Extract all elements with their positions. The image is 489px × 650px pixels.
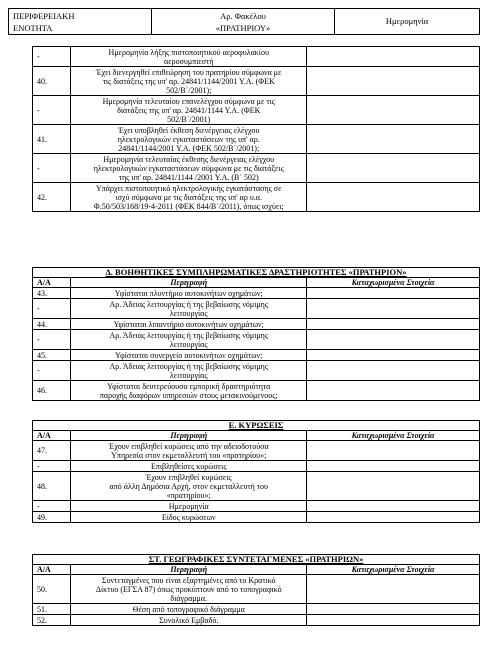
section-e-title: Ε. ΚΥΡΩΣΕΙΣ: [33, 421, 480, 431]
row-description: [71, 154, 307, 183]
entry-field[interactable]: [307, 330, 480, 350]
row-number: 42.: [33, 183, 71, 212]
file-no-line-1: Αρ. Φακέλου: [220, 10, 266, 21]
row-number: -: [33, 461, 71, 472]
table-row: [33, 288, 480, 299]
row-number: -: [33, 299, 71, 319]
description-line: Υφίσταται δευτερεύουσα εμπορική δραστηριότητα: [107, 381, 271, 391]
entry-field[interactable]: [307, 512, 480, 523]
description-line: Αρ. Άδειας λειτουργίας ή της βεβαίωσης νόμιμης: [109, 299, 269, 309]
entry-field[interactable]: [307, 361, 480, 381]
description-line: 502/Β΄/2001): [167, 114, 211, 124]
row-description: [71, 183, 307, 212]
row-description: [71, 330, 307, 350]
table-row: [33, 512, 480, 523]
col-header-desc: Περιγραφή: [71, 431, 307, 441]
description-line: «πρατηρίου»;: [166, 490, 211, 500]
row-number: 47.: [33, 441, 71, 461]
row-number: -: [33, 154, 71, 183]
entry-field[interactable]: [307, 461, 480, 472]
description-line: 24841/1144/2001 Υ.Α. (ΦΕΚ 502/Β΄/2001);: [118, 143, 260, 153]
description-line: Δίκτυο (ΕΓΣΑ 87) όπως προκύπτουν από το τοπογραφικό: [95, 584, 282, 594]
table-row: [33, 96, 480, 125]
entry-field[interactable]: [307, 288, 480, 299]
description-line: διάγραμμα.: [170, 593, 208, 603]
table-row: [33, 319, 480, 330]
entry-field[interactable]: [307, 472, 480, 501]
row-description: [71, 512, 307, 523]
row-number: -: [33, 47, 71, 67]
description-line: Ημερομηνία λήξης πιστοποιητικού αεροφυλακίου: [108, 47, 269, 57]
description-line: Συντεταγμένες που είναι εξαρτημένες από το Κρατικό: [101, 575, 276, 585]
row-number: 41.: [33, 125, 71, 154]
table-row: [33, 441, 480, 461]
description-line: Έχουν επιβληθεί κυρώσεις: [145, 472, 232, 482]
col-header-num: Α/Α: [33, 278, 71, 288]
description-line: ηλεκτρολογικών εγκαταστάσεων της υπ' αρ.: [117, 134, 260, 144]
description-line: Συνολικό Εμβαδό.: [159, 615, 219, 625]
description-line: Φ.50/503/168/19-4-2011 (ΦΕΚ 844/Β΄/2011), όπως ισχύει;: [93, 201, 284, 211]
table-row: [33, 299, 480, 319]
table-row: [33, 381, 480, 401]
row-number: 52.: [33, 615, 71, 626]
entry-field[interactable]: [307, 350, 480, 361]
description-line: παροχής διαφόρων υπηρεσιών στους μετακινούμενους;: [99, 390, 278, 400]
entry-field[interactable]: [307, 154, 480, 183]
description-line: τις διατάξεις της υπ' αρ. 24841/1144/2001 Υ.Α. (ΦΕΚ: [102, 76, 275, 86]
table-row: [33, 361, 480, 381]
row-number: 44.: [33, 319, 71, 330]
entry-field[interactable]: [307, 125, 480, 154]
entry-field[interactable]: [307, 299, 480, 319]
description-line: Θέση από τοπογραφικό διάγραμμα: [132, 604, 245, 614]
description-line: 502/Β΄/2001);: [166, 85, 212, 95]
table-row: [33, 154, 480, 183]
table-row: [33, 472, 480, 501]
row-description: [71, 381, 307, 401]
row-number: 50.: [33, 575, 71, 604]
header-table: [8, 8, 480, 35]
section-d-table: [32, 267, 480, 401]
row-number: 40.: [33, 67, 71, 96]
description-line: λειτουργίας: [169, 370, 208, 380]
row-description: [71, 67, 307, 96]
date-cell: [335, 9, 480, 35]
description-line: διατάξεις της υπ' αρ. 24841/1144 Υ.Α. (ΦΕΚ: [117, 105, 261, 115]
table-row: [33, 47, 480, 67]
description-line: λειτουργίας: [169, 339, 208, 349]
row-description: [71, 288, 307, 299]
description-line: της υπ' αρ. 24841/1144 /2001 Υ.Α. (Β΄ 502): [118, 172, 259, 182]
col-header-desc: Περιγραφή: [71, 278, 307, 288]
row-number: -: [33, 501, 71, 512]
description-line: Επιβληθείσες κυρώσεις: [150, 461, 227, 471]
col-header-data: Καταχωρισμένα Στοιχεία: [307, 431, 480, 441]
entry-field[interactable]: [307, 604, 480, 615]
row-description: [71, 125, 307, 154]
row-description: [71, 461, 307, 472]
table-row: [33, 330, 480, 350]
description-line: ηλεκτρολογικών εγκαταστάσεων σύμφωνα με τις διατάξεις: [93, 163, 284, 173]
entry-field[interactable]: [307, 183, 480, 212]
row-number: 46.: [33, 381, 71, 401]
row-number: -: [33, 96, 71, 125]
col-header-desc: Περιγραφή: [71, 565, 307, 575]
col-header-data: Καταχωρισμένα Στοιχεία: [307, 278, 480, 288]
col-header-num: Α/Α: [33, 565, 71, 575]
entry-field[interactable]: [307, 575, 480, 604]
table-row: [33, 183, 480, 212]
entry-field[interactable]: [307, 441, 480, 461]
description-line: Έχουν επιβληθεί κυρώσεις από την αδειοδοτούσα: [108, 441, 269, 451]
description-line: Υφίσταται λιπαντήριο αυτοκινήτων οχημάτων;: [113, 319, 264, 329]
row-description: [71, 604, 307, 615]
description-line: Υφίσταται πλυντήριο αυτοκινήτων οχημάτων;: [114, 288, 263, 298]
row-number: -: [33, 361, 71, 381]
description-line: από άλλη Δημόσια Αρχή, στον εκμεταλλευτή του: [109, 481, 268, 491]
section-f-title: ΣΤ. ΓΕΩΓΡΑΦΙΚΕΣ ΣΥΝΤΕΤΑΓΜΕΝΕΣ «ΠΡΑΤΗΡΙΩΝ»: [33, 555, 480, 565]
row-description: [71, 96, 307, 125]
table-row: [33, 615, 480, 626]
region-cell: [9, 9, 152, 35]
description-line: Υπάρχει πιστοποιητικό ηλεκτρολογικής εγκατάστασης σε: [95, 183, 282, 193]
file-no-line-2: «ΠΡΑΤΗΡΙΟΥ»: [215, 22, 271, 33]
description-line: Ημερομηνία: [168, 501, 209, 511]
description-line: Υφίσταται συνεργείο αυτοκινήτων οχημάτων;: [115, 350, 263, 360]
row-description: [71, 319, 307, 330]
description-line: Είδος κυρώσεων: [161, 512, 216, 522]
entry-field[interactable]: [307, 96, 480, 125]
row-number: 49.: [33, 512, 71, 523]
region-line-2: ΕΝΟΤΗΤΑ: [13, 22, 53, 33]
row-description: [71, 501, 307, 512]
row-number: 51.: [33, 604, 71, 615]
row-description: [71, 361, 307, 381]
description-line: Ημερομηνία τελευταίας έκθεσης διενέργειας ελέγχου: [103, 154, 275, 164]
date-label: Ημερομηνία: [385, 16, 429, 26]
row-description: [71, 575, 307, 604]
row-description: [71, 47, 307, 67]
table-row: [33, 350, 480, 361]
row-number: 43.: [33, 288, 71, 299]
entry-field[interactable]: [307, 319, 480, 330]
table-row: [33, 575, 480, 604]
table-row: [33, 461, 480, 472]
description-line: Αρ. Άδειας λειτουργίας ή της βεβαίωσης νόμιμης: [109, 361, 269, 371]
table-row: [33, 501, 480, 512]
row-description: [71, 615, 307, 626]
row-number: -: [33, 330, 71, 350]
description-line: Αρ. Άδειας λειτουργίας ή της βεβαίωσης νόμιμης: [109, 330, 269, 340]
row-number: 48.: [33, 472, 71, 501]
table-row: [33, 125, 480, 154]
row-description: [71, 472, 307, 501]
section-f-table: [32, 554, 480, 626]
col-header-data: Καταχωρισμένα Στοιχεία: [307, 565, 480, 575]
row-number: 45.: [33, 350, 71, 361]
region-line-1: ΠΕΡΙΦΕΡΕΙΑΚΗ: [13, 10, 75, 21]
description-line: Έχει υποβληθεί έκθεση διενέργειας ελέγχου: [118, 125, 260, 135]
entry-field[interactable]: [307, 615, 480, 626]
section-d-title: Δ. ΒΟΗΘΗΤΙΚΕΣ ΣΥΜΠΛΗΡΩΜΑΤΙΚΕΣ ΔΡΑΣΤΗΡΙΟΤΗΤΕΣ «ΠΡΑΤΗΡΙΟΝ»: [33, 268, 480, 278]
file-no-cell: [152, 9, 335, 35]
entry-field[interactable]: [307, 47, 480, 67]
row-description: [71, 299, 307, 319]
col-header-num: Α/Α: [33, 431, 71, 441]
entry-field[interactable]: [307, 501, 480, 512]
table-row: [33, 67, 480, 96]
table-row: [33, 604, 480, 615]
entry-field[interactable]: [307, 381, 480, 401]
entry-field[interactable]: [307, 67, 480, 96]
description-line: ισχύ σύμφωνα με τις διατάξεις της υπ' αρ υ.α.: [115, 192, 262, 202]
description-line: λειτουργίας: [169, 308, 208, 318]
row-description: [71, 441, 307, 461]
description-line: Έχει διενεργηθεί επιθεώρηση του πρατηρίου σύμφωνα με: [96, 67, 282, 77]
row-description: [71, 350, 307, 361]
description-line: Ημερομηνία τελευταίου επανελέγχου σύμφωνα με τις: [102, 96, 275, 106]
description-line: Υπηρεσία στον εκμεταλλευτή του «πρατηρίου»;: [111, 450, 267, 460]
section-e-table: [32, 420, 480, 523]
section-c-table: [32, 46, 480, 212]
description-line: αεροσυμπιεστή: [164, 56, 214, 66]
